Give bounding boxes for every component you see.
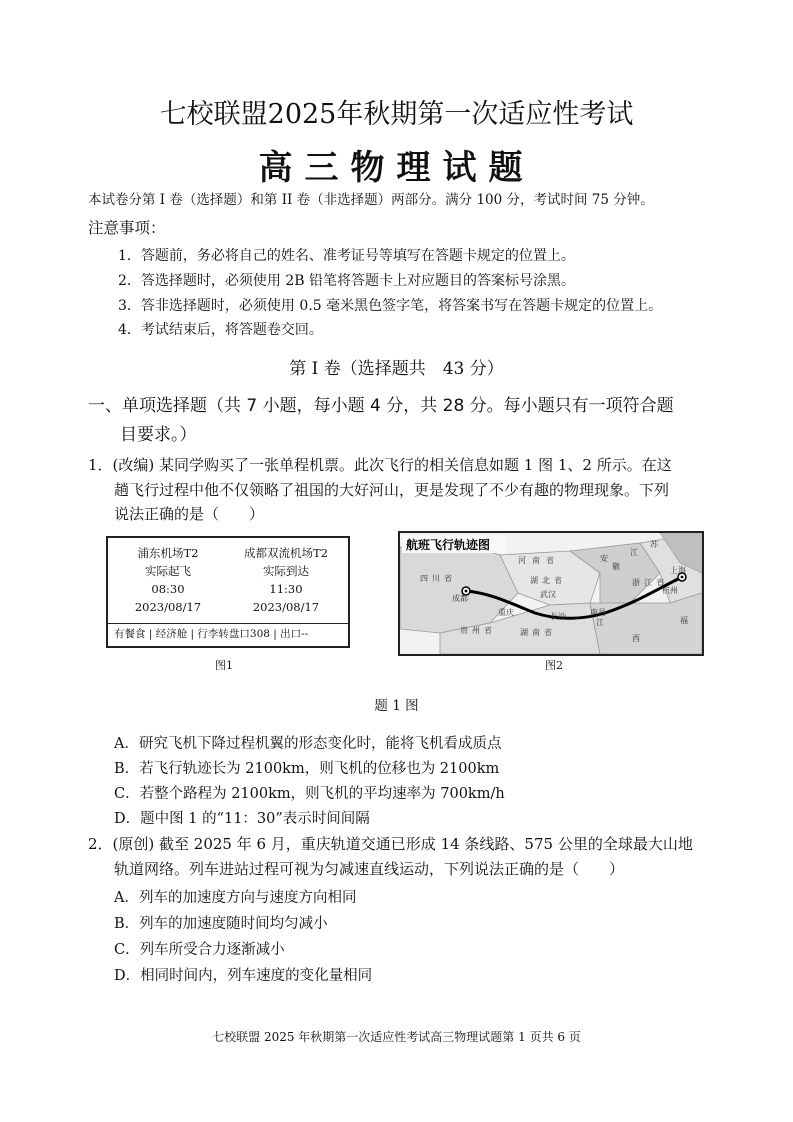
map-label: 省 xyxy=(484,626,492,635)
question-1-stem: 趟飞行过程中他不仅领略了祖国的大好河山，更是发现了不少有趣的物理现象。下列 xyxy=(114,481,670,499)
map-label: 湖 xyxy=(530,576,538,585)
map-label: 杭州 xyxy=(662,586,678,595)
map-label: 省 xyxy=(554,576,562,585)
question-2-option-a: A．列车的加速度方向与速度方向相同 xyxy=(114,890,357,906)
map-label: 安 xyxy=(600,554,608,563)
map-label: 上海 xyxy=(670,566,686,575)
map-label: 武汉 xyxy=(540,590,556,599)
question-1-option-c: C．若整个路程为 2100km，则飞机的平均速率为 700km/h xyxy=(114,786,505,802)
figure-2-caption: 图2 xyxy=(545,659,563,672)
map-label: 苏 xyxy=(650,540,658,549)
map-label: 江 xyxy=(596,618,604,627)
map-label: 徽 xyxy=(612,562,620,571)
departure-airport: 浦东机场T2 xyxy=(137,546,199,560)
map-label: 省 xyxy=(444,574,452,583)
map-label: 北 xyxy=(542,576,550,585)
notice-item: 1．答题前，务必将自己的姓名、准考证号等填写在答题卡规定的位置上。 xyxy=(118,248,575,264)
figure-1-caption: 图1 xyxy=(215,659,233,672)
question-1-option-b: B．若飞行轨迹长为 2100km，则飞机的位移也为 2100km xyxy=(114,761,500,777)
notice-item: 2．答选择题时，必须使用 2B 铅笔将答题卡上对应题目的答案标号涂黑。 xyxy=(118,273,576,289)
question-1-stem: 说法正确的是（ ） xyxy=(114,505,265,523)
question-1-option-d: D．题中图 1 的“11：30”表示时间间隔 xyxy=(114,811,370,827)
arrival-airport: 成都双流机场T2 xyxy=(244,546,328,560)
departure-date: 2023/08/17 xyxy=(134,600,202,614)
arrival-label: 实际到达 xyxy=(263,564,309,578)
page-footer: 七校联盟 2025 年秋期第一次适应性考试高三物理试题第 1 页共 6 页 xyxy=(212,1030,581,1044)
ticket-info-bar: 有餐食 | 经济舱 | 行李转盘口308 | 出口-- xyxy=(108,623,348,646)
part-heading: 一、单项选择题（共 7 小题，每小题 4 分，共 28 分。每小题只有一项符合题 xyxy=(88,396,674,416)
map-label: 江 xyxy=(630,548,638,557)
map-label: 南昌 xyxy=(590,608,606,617)
figure-label: 题 1 图 xyxy=(374,698,419,714)
arrival-date: 2023/08/17 xyxy=(252,600,320,614)
question-1-option-a: A．研究飞机下降过程机翼的形态变化时，能将飞机看成质点 xyxy=(114,736,502,752)
intro-text: 本试卷分第 I 卷（选择题）和第 II 卷（非选择题）两部分。满分 100 分，考试时间 75 分钟。 xyxy=(88,192,654,208)
notice-item: 3．答非选择题时，必须使用 0.5 毫米黑色签字笔，将答案书写在答题卡规定的位置上。 xyxy=(118,298,663,314)
map-label: 贵 xyxy=(460,626,468,635)
notice-heading: 注意事项： xyxy=(88,219,166,237)
map-label: 州 xyxy=(472,626,480,635)
map-label: 南 xyxy=(532,628,540,637)
map-label: 重庆 xyxy=(498,608,514,617)
departure-time: 08:30 xyxy=(151,582,185,596)
question-2-stem: 2．(原创) 截至 2025 年 6 月，重庆轨道交通已形成 14 条线路、575 公里的全球最大山地 xyxy=(88,835,693,853)
map-label: 江 xyxy=(644,578,652,587)
map-label: 河 xyxy=(518,556,526,565)
map-label: 南 xyxy=(532,556,540,565)
map-label: 省 xyxy=(544,628,552,637)
map-label: 省 xyxy=(546,556,554,565)
map-label: 长沙 xyxy=(550,612,566,621)
part-heading-cont: 目要求。） xyxy=(120,425,197,445)
question-2-option-d: D．相同时间内，列车速度的变化量相同 xyxy=(114,968,373,984)
notice-item: 4．考试结束后，将答题卷交回。 xyxy=(118,322,323,338)
map-label: 川 xyxy=(432,574,440,583)
question-1-stem: 1．(改编) 某同学购买了一张单程机票。此次飞行的相关信息如题 1 图 1、2 所示。在这 xyxy=(88,456,672,474)
map-label: 福 xyxy=(680,616,688,625)
map-label: 湖 xyxy=(520,628,528,637)
map-label: 省 xyxy=(656,578,664,587)
question-2-option-c: C．列车所受合力逐渐减小 xyxy=(114,942,285,958)
boarding-info-figure xyxy=(106,536,350,648)
question-2-stem: 轨道网络。列车进站过程可视为匀减速直线运动，下列说法正确的是（ ） xyxy=(114,860,625,878)
exam-title: 七校联盟2025年秋期第一次适应性考试 xyxy=(159,99,634,130)
map-label: 四 xyxy=(420,574,428,583)
departure-label: 实际起飞 xyxy=(145,564,191,578)
map-title: 航班飞行轨迹图 xyxy=(406,538,491,552)
map-label: 浙 xyxy=(632,578,640,587)
section-heading: 第 I 卷（选择题共 43 分） xyxy=(289,359,504,379)
flight-track-map xyxy=(398,531,704,656)
map-label: 成都 xyxy=(452,594,468,603)
map-label: 西 xyxy=(632,634,640,643)
map-drawing xyxy=(400,533,702,654)
subject-title: 高三物理试题 xyxy=(258,148,535,188)
question-2-option-b: B．列车的加速度随时间均匀减小 xyxy=(114,916,328,932)
arrival-time: 11:30 xyxy=(269,582,303,596)
